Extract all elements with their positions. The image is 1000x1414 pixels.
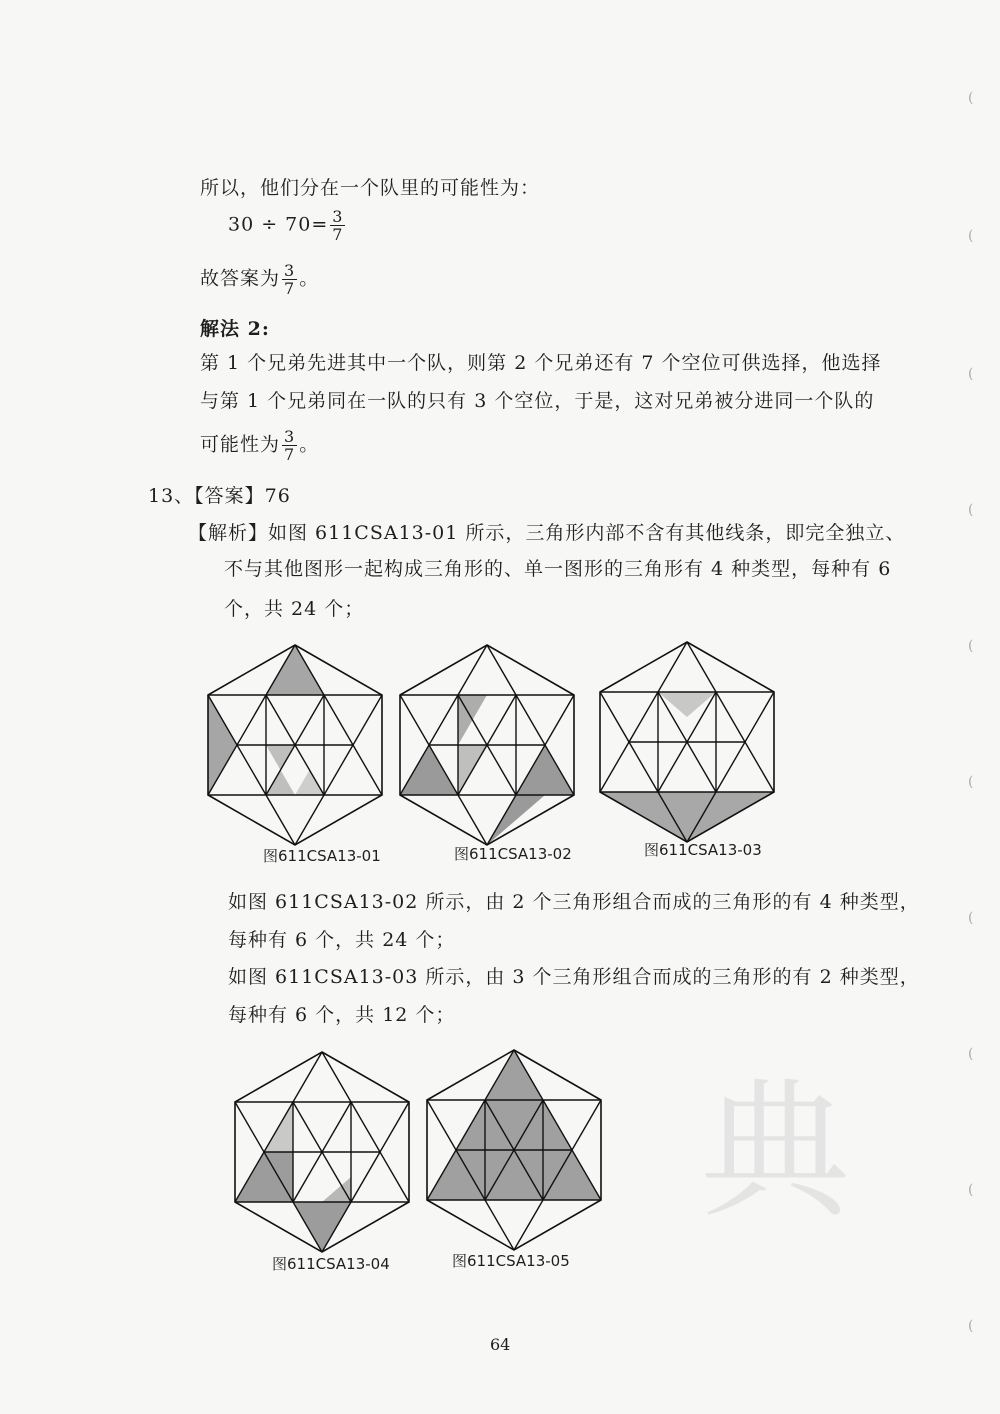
fraction — [282, 262, 297, 297]
star-edge — [400, 695, 487, 845]
fraction-numerator: 3 — [332, 207, 344, 226]
sol2-line3 — [200, 428, 319, 463]
fraction — [282, 428, 297, 463]
q13-analysis-line3: 个，共 24 个； — [224, 598, 365, 620]
figure-611csa13-03 — [598, 640, 776, 845]
binding-mark: ( — [968, 1318, 974, 1334]
q13-analysis-line1: 【解析】如图 611CSA13-01 所示，三角形内部不含有其他线条，即完全独立、 — [188, 522, 906, 544]
fraction-numerator: 3 — [284, 261, 296, 280]
binding-mark: ( — [968, 228, 974, 244]
answer-prefix: 故答案为 — [200, 267, 281, 290]
star-edge — [235, 1102, 322, 1252]
q13-analysis-line2: 不与其他图形一起构成三角形的、单一图形的三角形有 4 种类型，每种有 6 — [224, 558, 892, 580]
shaded-triangles — [600, 692, 774, 842]
caption-fig-02: 图611CSA13-02 — [454, 845, 572, 863]
binding-mark: ( — [968, 90, 974, 106]
q13-p3-line2: 每种有 6 个，共 12 个； — [228, 1004, 456, 1026]
star-edge — [322, 1102, 409, 1252]
caption-fig-03: 图611CSA13-03 — [644, 841, 762, 859]
star-edge — [487, 695, 574, 845]
binding-mark: ( — [968, 1046, 974, 1062]
star-edge — [687, 692, 774, 842]
caption-fig-04: 图611CSA13-04 — [272, 1255, 390, 1273]
sol1-answer — [200, 262, 319, 297]
figure-611csa13-01 — [206, 643, 384, 848]
binding-mark: ( — [968, 502, 974, 518]
binding-mark: ( — [968, 1182, 974, 1198]
fraction-denominator: 7 — [284, 279, 296, 298]
fraction — [330, 208, 345, 243]
binding-mark: ( — [968, 366, 974, 382]
q13-p3-line1: 如图 611CSA13-03 所示，由 3 个三角形组合而成的三角形的有 2 种类型， — [228, 966, 920, 988]
q13-answer: 13、【答案】76 — [148, 485, 291, 507]
sol1-calculation — [228, 208, 347, 243]
star-edge — [295, 645, 382, 795]
fraction-denominator: 7 — [332, 225, 344, 244]
page-number: 64 — [490, 1335, 511, 1354]
figure-611csa13-04 — [233, 1050, 411, 1255]
sol1-line1: 所以，他们分在一个队里的可能性为： — [200, 177, 541, 199]
binding-mark: ( — [968, 638, 974, 654]
answer-suffix: 。 — [299, 267, 320, 290]
star-edge — [600, 692, 687, 842]
star-edge — [600, 642, 687, 792]
calc-prefix: 30 ÷ 70= — [228, 213, 329, 236]
figure-611csa13-05 — [425, 1048, 603, 1253]
shaded-triangles — [400, 695, 574, 845]
q13-p2-line2: 每种有 6 个，共 24 个； — [228, 929, 456, 951]
star-edge — [322, 1052, 409, 1202]
watermark-char: 典 — [700, 1065, 851, 1239]
caption-fig-01: 图611CSA13-01 — [263, 847, 381, 865]
sol2-line1: 第 1 个兄弟先进其中一个队，则第 2 个兄弟还有 7 个空位可供选择，他选择 — [200, 352, 882, 374]
binding-mark: ( — [968, 774, 974, 790]
fraction-denominator: 7 — [284, 445, 296, 464]
sol2-heading: 解法 2: — [200, 318, 270, 340]
figure-611csa13-02 — [398, 643, 576, 848]
q13-p2-line1: 如图 611CSA13-02 所示，由 2 个三角形组合而成的三角形的有 4 种类型， — [228, 891, 920, 913]
line3-suffix: 。 — [299, 433, 320, 456]
shaded-triangles — [427, 1050, 601, 1200]
star-edge — [687, 642, 774, 792]
binding-mark: ( — [968, 910, 974, 926]
fraction-numerator: 3 — [284, 427, 296, 446]
sol2-line2: 与第 1 个兄弟同在一队的只有 3 个空位，于是，这对兄弟被分进同一个队的 — [200, 390, 875, 412]
caption-fig-05: 图611CSA13-05 — [452, 1252, 570, 1270]
star-edge — [295, 695, 382, 845]
hexagram-grid — [400, 645, 574, 845]
line3-prefix: 可能性为 — [200, 433, 281, 456]
